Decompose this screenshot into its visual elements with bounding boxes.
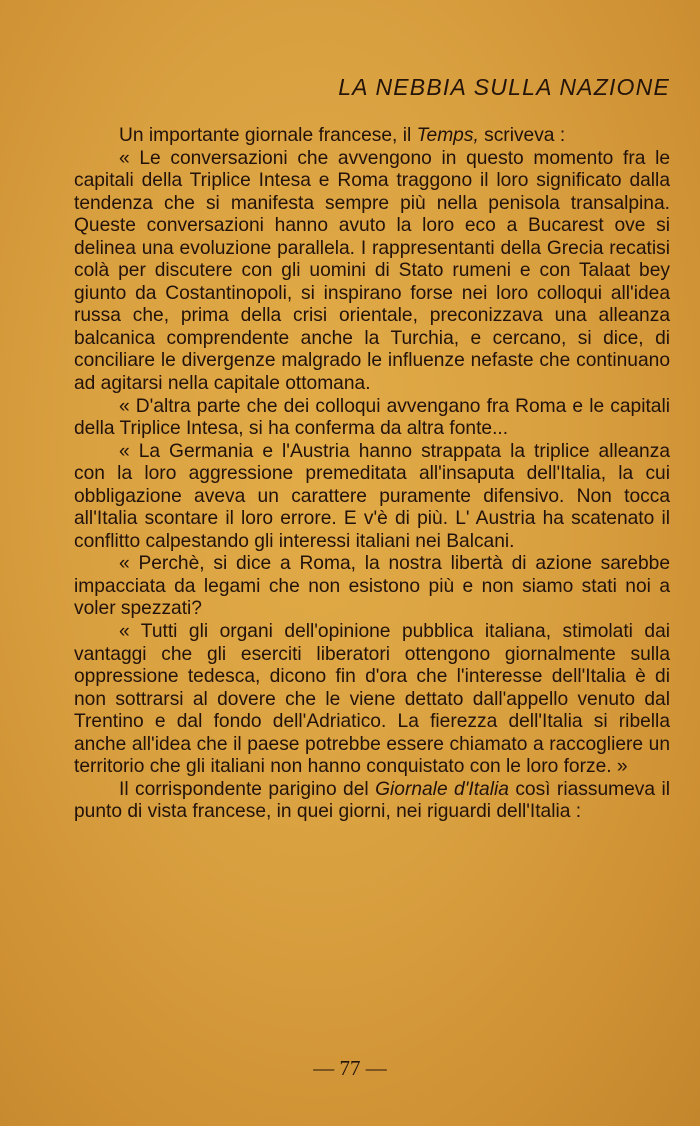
paragraph: « D'altra parte che dei colloqui avvengano fra Roma e le capitali della Triplice Intesa, si ha conferma da altra fonte... (74, 395, 670, 440)
paragraph (74, 779, 670, 824)
running-header: LA NEBBIA SULLA NAZIONE (338, 74, 670, 100)
paragraph-text: scriveva : (478, 125, 566, 146)
page-body (74, 125, 670, 824)
paragraph: « La Germania e l'Austria hanno strappata la triplice alleanza con la loro aggressione premeditata all'insaputa dell'Italia, la cui obbligazione aveva un carattere puramente difensivo. Non tocca all'Italia scontare il loro errore. E v'è di più. L' Austria ha scatenato il conflitto calpestando gli interessi italiani nei Balcani. (74, 440, 670, 552)
paragraph: « Perchè, si dice a Roma, la nostra libertà di azione sarebbe impacciata da legami che non esistono più e non siamo stati noi a voler spezzati? (74, 553, 670, 620)
paragraph: « Tutti gli organi dell'opinione pubblica italiana, stimolati dai vantaggi che gli eserciti liberatori ottengono giornalmente sulla oppressione tedesca, dicono fin d'ora che l'interesse dell'Italia è di non sottrarsi al dovere che le viene dettato dall'appello venuto dal Trentino e dal fondo dell'Adriatico. La fierezza dell'Italia si ribella anche all'idea che il paese potrebbe essere chiamato a raccogliere un territorio che gli italiani non hanno conquistato con le loro forze. » (74, 621, 670, 778)
paragraph-text: così riassumeva il punto di vista francese, in quei giorni, nei riguardi dell'Italia : (74, 778, 670, 823)
paragraph-text: Il corrispondente parigino del (119, 778, 376, 800)
page-number: — 77 — (313, 1056, 387, 1080)
paragraph (74, 125, 670, 148)
paragraph: « Le conversazioni che avvengono in questo momento fra le capitali della Triplice Intesa e Roma traggono il loro significato dalla tendenza che si manifesta sempre più nella penisola transalpina. Queste conversazioni hanno avuto la loro eco a Bucarest ove si delinea una evoluzione parallela. I rappresentanti della Grecia recatisi colà per discutere con gli uomini di Stato rumeni e con Talaat bey giunto da Costantinopoli, si inspirano forse nei loro colloqui all'idea russa che, prima della crisi orientale, preconizzava una alleanza balcanica comprendente anche la Turchia, e cercano, si dice, di conciliare le divergenze malgrado le influenze nefaste che continuano ad agitarsi nella capitale ottomana. (74, 147, 670, 395)
newspaper-title: Temps, (416, 125, 479, 146)
paragraph-text: Un importante giornale francese, il (119, 125, 417, 146)
newspaper-title: Giornale d'Italia (375, 778, 509, 800)
